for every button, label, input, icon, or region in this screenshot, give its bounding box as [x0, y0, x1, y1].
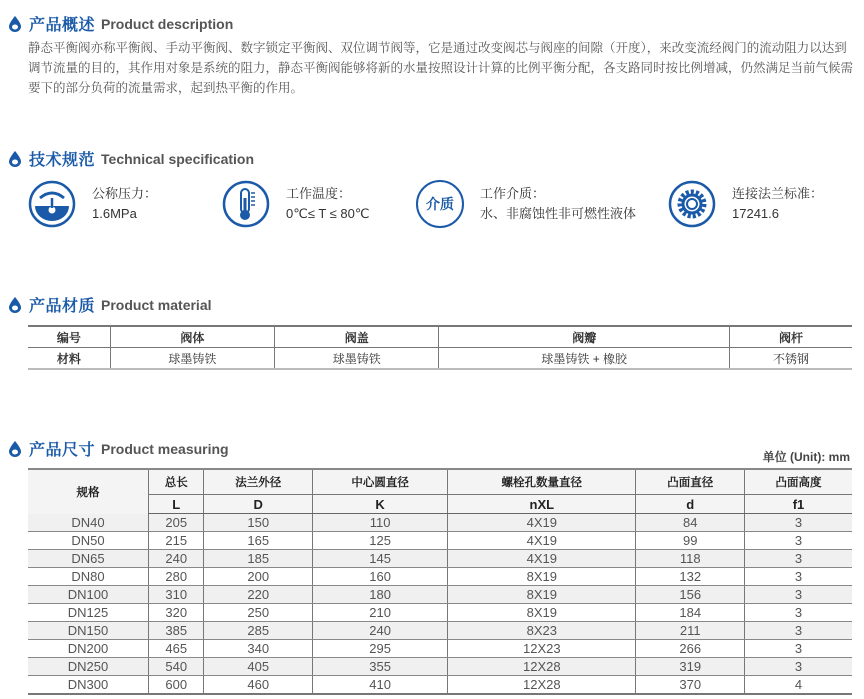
- cell: 285: [204, 622, 313, 640]
- header-cell: f1: [745, 495, 852, 514]
- cell: DN250: [28, 658, 149, 676]
- table-row: [28, 658, 852, 676]
- cell: 8X19: [448, 568, 636, 586]
- header-cell: 螺栓孔数量直径: [448, 469, 636, 495]
- header-cell: nXL: [448, 495, 636, 514]
- header-cell: 阀盖: [275, 326, 439, 348]
- water-drop-icon: [8, 16, 22, 32]
- cell: 150: [204, 514, 313, 532]
- cell: 3: [745, 658, 852, 676]
- water-drop-icon: [8, 151, 22, 167]
- table-row: [28, 514, 852, 532]
- spec-value: 1.6MPa: [92, 206, 137, 221]
- cell: 465: [149, 640, 204, 658]
- header-cell: 总长: [149, 469, 204, 495]
- spec-label: 工作温度：: [286, 186, 352, 201]
- header-cell: 阀体: [110, 326, 274, 348]
- header-cell: D: [204, 495, 313, 514]
- cell: DN300: [28, 676, 149, 695]
- header-row-symbols: [28, 495, 852, 514]
- cell: 球墨铸铁 + 橡胶: [439, 348, 730, 370]
- cell: 600: [149, 676, 204, 695]
- cell: DN125: [28, 604, 149, 622]
- spec-item-temperature: [222, 180, 369, 228]
- table-row: [28, 640, 852, 658]
- cell: 160: [313, 568, 448, 586]
- cell: 3: [745, 604, 852, 622]
- cell: 8X19: [448, 586, 636, 604]
- spec-item-medium: [416, 180, 636, 228]
- section-title-measuring: [8, 437, 229, 460]
- cell: 280: [149, 568, 204, 586]
- cell: 12X23: [448, 640, 636, 658]
- header-cell: 规格: [28, 469, 149, 514]
- cell: 310: [149, 586, 204, 604]
- cell: 319: [636, 658, 745, 676]
- cell: 4: [745, 676, 852, 695]
- cell: 3: [745, 568, 852, 586]
- cell: 220: [204, 586, 313, 604]
- cell: DN50: [28, 532, 149, 550]
- table-row: [28, 568, 852, 586]
- cell: 球墨铸铁: [275, 348, 439, 370]
- cell: 3: [745, 586, 852, 604]
- cell: 99: [636, 532, 745, 550]
- header-cell: 编号: [28, 326, 110, 348]
- cell: 4X19: [448, 514, 636, 532]
- cell: 355: [313, 658, 448, 676]
- spec-label: 工作介质：: [480, 186, 546, 201]
- cell: 球墨铸铁: [110, 348, 274, 370]
- spec-value: 水、非腐蚀性非可燃性液体: [480, 206, 637, 221]
- cell: 3: [745, 514, 852, 532]
- table-row: [28, 622, 852, 640]
- cell: 340: [204, 640, 313, 658]
- cell: DN40: [28, 514, 149, 532]
- spec-value: 17241.6: [732, 206, 779, 221]
- thermometer-icon: [222, 180, 270, 228]
- cell: DN150: [28, 622, 149, 640]
- spec-value: 0℃≤ T ≤ 80℃: [286, 206, 370, 221]
- cell: 8X23: [448, 622, 636, 640]
- header-cell: 法兰外径: [204, 469, 313, 495]
- section-title-description: [8, 12, 233, 35]
- cell: 405: [204, 658, 313, 676]
- header-cell: d: [636, 495, 745, 514]
- title-cn: 技术规范: [29, 152, 96, 169]
- cell: 185: [204, 550, 313, 568]
- cell: DN100: [28, 586, 149, 604]
- cell: 184: [636, 604, 745, 622]
- table-row: [28, 586, 852, 604]
- title-en: Product material: [101, 296, 212, 313]
- header-cell: 凸面高度: [745, 469, 852, 495]
- cell: 110: [313, 514, 448, 532]
- cell: 460: [204, 676, 313, 695]
- material-row: [28, 348, 852, 370]
- cell: 540: [149, 658, 204, 676]
- pressure-gauge-icon: [28, 180, 76, 228]
- medium-icon: [416, 180, 464, 228]
- header-cell: 阀瓣: [439, 326, 730, 348]
- cell: 200: [204, 568, 313, 586]
- measuring-table: [28, 468, 852, 695]
- cell: 118: [636, 550, 745, 568]
- header-cell: L: [149, 495, 204, 514]
- cell: 410: [313, 676, 448, 695]
- cell: 240: [149, 550, 204, 568]
- cell: 4X19: [448, 550, 636, 568]
- material-header-row: [28, 326, 852, 348]
- cell: 250: [204, 604, 313, 622]
- cell: 3: [745, 550, 852, 568]
- measuring-table-body: [28, 514, 852, 695]
- header-cell: 凸面直径: [636, 469, 745, 495]
- cell: 84: [636, 514, 745, 532]
- section-title-specification: [8, 147, 254, 170]
- flange-gear-icon: [668, 180, 716, 228]
- cell: 12X28: [448, 676, 636, 695]
- header-cell: 阀杆: [730, 326, 852, 348]
- header-row-cn: [28, 469, 852, 495]
- medium-icon-text: 介质: [426, 196, 454, 212]
- spec-label: 公称压力：: [92, 186, 158, 201]
- section-title-material: [8, 293, 212, 316]
- cell: 211: [636, 622, 745, 640]
- cell: 266: [636, 640, 745, 658]
- title-cn: 产品材质: [29, 298, 96, 315]
- cell: 295: [313, 640, 448, 658]
- cell: 125: [313, 532, 448, 550]
- cell: 12X28: [448, 658, 636, 676]
- cell: 370: [636, 676, 745, 695]
- cell: 215: [149, 532, 204, 550]
- cell: 132: [636, 568, 745, 586]
- cell: 材料: [28, 348, 110, 370]
- table-row: [28, 550, 852, 568]
- title-cn: 产品概述: [29, 17, 96, 34]
- material-table: [28, 325, 852, 370]
- cell: 210: [313, 604, 448, 622]
- spec-item-flange: [668, 180, 823, 228]
- water-drop-icon: [8, 441, 22, 457]
- cell: 165: [204, 532, 313, 550]
- cell: 156: [636, 586, 745, 604]
- cell: 205: [149, 514, 204, 532]
- cell: 320: [149, 604, 204, 622]
- cell: 3: [745, 640, 852, 658]
- cell: 不锈钢: [730, 348, 852, 370]
- cell: 3: [745, 622, 852, 640]
- cell: 145: [313, 550, 448, 568]
- description-text: 静态平衡阀亦称平衡阀、手动平衡阀、数字锁定平衡阀、双位调节阀等，它是通过改变阀芯与阀座的间隙（开度），来改变流经阀门的流动阻力以达到调节流量的目的，其作用对象是系统的阻力，静态平衡阀能够将新的水量按照设计计算的比例平衡分配，各支路同时按比例增减，仍然满足当前气候需要下的部分负荷的流量需求，起到热平衡的作用。: [28, 41, 854, 95]
- table-row: [28, 604, 852, 622]
- table-row: [28, 676, 852, 695]
- spec-label: 连接法兰标准：: [732, 186, 824, 201]
- table-row: [28, 532, 852, 550]
- cell: 385: [149, 622, 204, 640]
- cell: DN80: [28, 568, 149, 586]
- cell: 180: [313, 586, 448, 604]
- spec-item-pressure: [28, 180, 157, 228]
- cell: 4X19: [448, 532, 636, 550]
- cell: DN200: [28, 640, 149, 658]
- header-cell: K: [313, 495, 448, 514]
- header-cell: 中心圆直径: [313, 469, 448, 495]
- cell: 3: [745, 532, 852, 550]
- cell: DN65: [28, 550, 149, 568]
- cell: 8X19: [448, 604, 636, 622]
- title-en: Product measuring: [101, 440, 229, 457]
- unit-label: 单位 (Unit): mm: [762, 450, 850, 464]
- title-en: Product description: [101, 15, 234, 32]
- water-drop-icon: [8, 297, 22, 313]
- cell: 240: [313, 622, 448, 640]
- title-cn: 产品尺寸: [29, 442, 96, 459]
- title-en: Technical specification: [101, 150, 255, 167]
